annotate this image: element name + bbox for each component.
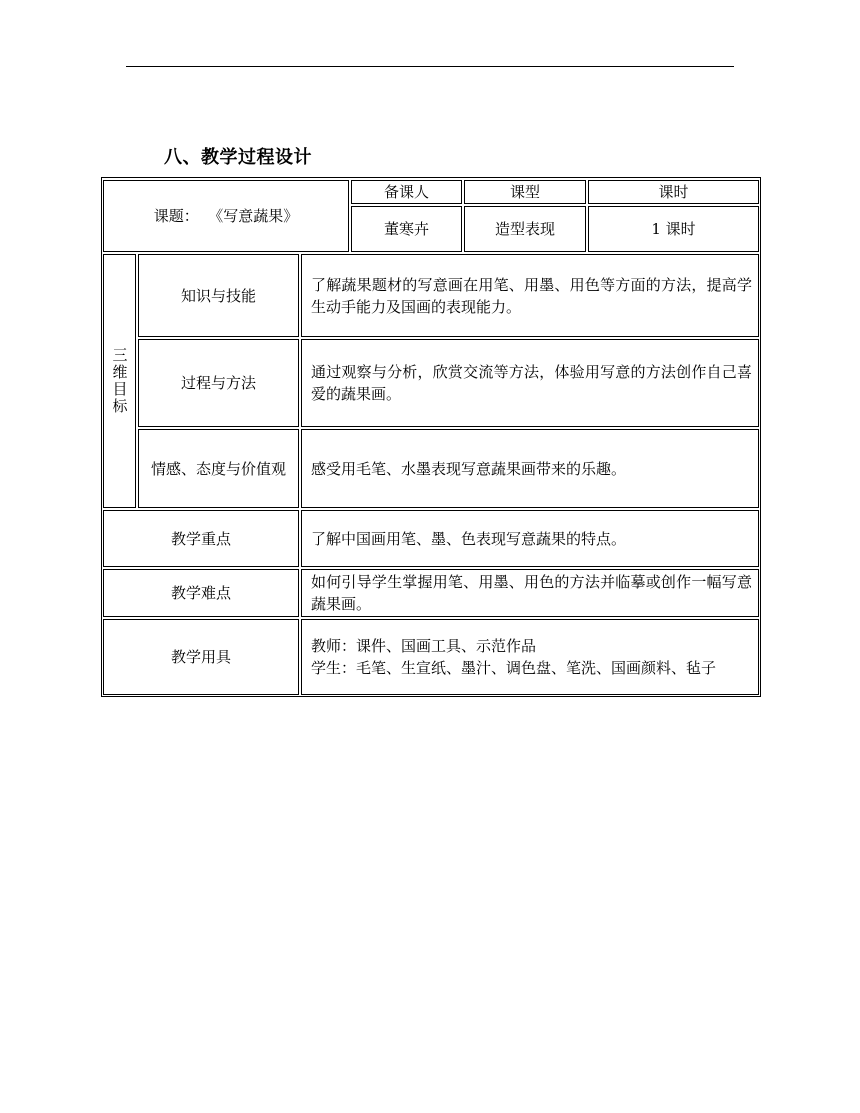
hours-value: 1 课时 [651, 220, 696, 238]
goals-group-cell [103, 254, 136, 508]
goal-content-emotion: 感受用毛笔、水墨表现写意蔬果画带来的乐趣。 [311, 459, 627, 478]
key-point-content-cell [301, 510, 759, 567]
difficulty-label-cell [103, 569, 299, 617]
hours-header-cell [588, 180, 759, 204]
goal-label-process: 过程与方法 [180, 374, 256, 392]
goal-label-emotion: 情感、态度与价值观 [150, 459, 286, 478]
type-header-cell [464, 180, 586, 204]
header-rule [126, 66, 734, 67]
preparer-value: 董寒卉 [383, 220, 429, 238]
goal-content-process: 通过观察与分析，欣赏交流等方法，体验用写意的方法创作自己喜爱的蔬果画。 [311, 363, 752, 403]
tools-teacher: 教师：课件、国画工具、示范作品 [311, 637, 537, 655]
preparer-header: 备课人 [383, 183, 429, 201]
goal-content-knowledge: 了解蔬果题材的写意画在用笔、用墨、用色等方面的方法，提高学生动手能力及国画的表现能力。 [311, 275, 752, 316]
goals-group-label: 三维目标 [110, 347, 129, 415]
goal-label-cell [138, 254, 299, 337]
topic-text: 课题： 《写意蔬果》 [153, 207, 299, 225]
tools-student: 学生：毛笔、生宣纸、墨汁、调色盘、笔洗、国画颜料、毡子 [311, 659, 717, 677]
tools-label-cell [103, 619, 299, 695]
key-point-content: 了解中国画用笔、墨、色表现写意蔬果的特点。 [311, 529, 627, 548]
type-value: 造型表现 [494, 220, 555, 238]
hours-cell [588, 206, 759, 252]
type-cell [464, 206, 586, 252]
goal-label-cell [138, 429, 299, 508]
goal-label-cell [138, 339, 299, 427]
difficulty-label: 教学难点 [170, 584, 231, 602]
section-title: 八、教学过程设计 [164, 147, 312, 168]
difficulty-content-cell [301, 569, 759, 617]
topic-cell [103, 180, 349, 252]
tools-label: 教学用具 [170, 648, 231, 666]
goal-label-knowledge: 知识与技能 [180, 286, 256, 305]
preparer-header-cell [351, 180, 462, 204]
goal-content-cell [301, 254, 759, 337]
preparer-cell [351, 206, 462, 252]
goal-content-cell [301, 429, 759, 508]
goal-content-cell [301, 339, 759, 427]
tools-content-cell [301, 619, 759, 695]
key-point-label: 教学重点 [170, 529, 231, 548]
hours-header: 课时 [658, 183, 689, 201]
type-header: 课型 [509, 183, 540, 201]
difficulty-content: 如何引导学生掌握用笔、用墨、用色的方法并临摹或创作一幅写意蔬果画。 [311, 573, 752, 613]
key-point-label-cell [103, 510, 299, 567]
